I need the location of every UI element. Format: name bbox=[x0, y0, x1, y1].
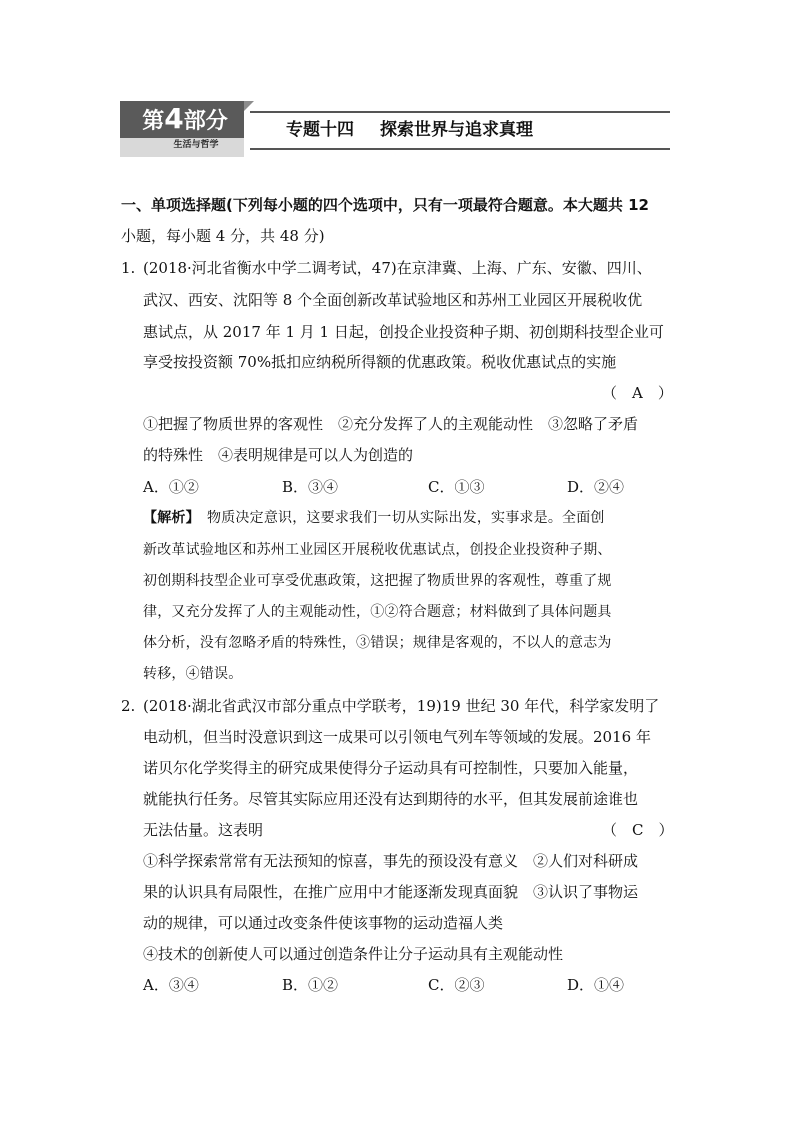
analysis-line: 律，又充分发挥了人的主观能动性，①②符合题意；材料做到了具体问题具 bbox=[143, 604, 612, 620]
question-text-line: 武汉、西安、沈阳等 8 个全面创新改革试验地区和苏州工业园区开展税收优 bbox=[143, 291, 643, 309]
question-number: 1. bbox=[121, 259, 136, 277]
analysis-line: 初创期科技型企业可享受优惠政策，这把握了物质世界的客观性，尊重了规 bbox=[143, 573, 612, 589]
option-c: C．①③ bbox=[428, 478, 485, 496]
header-bottom-rule bbox=[250, 148, 670, 150]
statement-line: 动的规律，可以通过改变条件使该事物的运动造福人类 bbox=[143, 914, 504, 932]
question-text-line: 电动机，但当时没意识到这一成果可以引领电气列车等领域的发展。2016 年 bbox=[143, 728, 651, 746]
corner-triangle bbox=[244, 101, 254, 111]
question-text-line: (2018·河北省衡水中学二调考试，47)在京津冀、上海、广东、安徽、四川、 bbox=[143, 259, 652, 277]
answer-bracket: （ C ） bbox=[602, 821, 674, 839]
section-heading-line-2: 小题，每小题 4 分，共 48 分) bbox=[121, 227, 325, 245]
option-c: C．②③ bbox=[428, 976, 485, 994]
header-top-rule bbox=[250, 111, 670, 113]
question-text-line: 无法估量。这表明 bbox=[143, 821, 264, 839]
statement-line: ①科学探索常常有无法预知的惊喜，事先的预设没有意义 ②人们对科研成 bbox=[143, 852, 639, 870]
analysis-line: 转移，④错误。 bbox=[143, 666, 243, 682]
analysis-line: 体分析，没有忽略矛盾的特殊性，③错误；规律是客观的，不以人的意志为 bbox=[143, 635, 612, 651]
question-text-line: 享受按投资额 70%抵扣应纳税所得额的优惠政策。税收优惠试点的实施 bbox=[143, 353, 617, 371]
topic-title: 探索世界与追求真理 bbox=[380, 120, 533, 140]
analysis-line: 新改革试验地区和苏州工业园区开展税收优惠试点，创投企业投资种子期、 bbox=[143, 542, 612, 558]
option-d: D．②④ bbox=[567, 478, 625, 496]
part-label: 第4部分 bbox=[142, 102, 228, 135]
option-b: B．③④ bbox=[282, 478, 339, 496]
section-heading-line-1: 一、单项选择题(下列每小题的四个选项中，只有一项最符合题意。本大题共 12 bbox=[121, 196, 649, 214]
statement-line: ④技术的创新使人可以通过创造条件让分子运动具有主观能动性 bbox=[143, 945, 564, 963]
question-text-line: 诺贝尔化学奖得主的研究成果使得分子运动具有可控制性，只要加入能量， bbox=[143, 759, 639, 777]
part-badge bbox=[120, 101, 244, 157]
statement-line: ①把握了物质世界的客观性 ②充分发挥了人的主观能动性 ③忽略了矛盾 bbox=[143, 415, 639, 433]
question-text-line: 就能执行任务。尽管其实际应用还没有达到期待的水平，但其发展前途谁也 bbox=[143, 790, 639, 808]
analysis-tag: 【解析】 bbox=[143, 510, 193, 526]
option-a: A．③④ bbox=[143, 976, 199, 994]
question-number: 2. bbox=[121, 697, 136, 715]
question-text-line: (2018·湖北省武汉市部分重点中学联考，19)19 世纪 30 年代，科学家发明了 bbox=[143, 697, 660, 715]
statement-line: 果的认识具有局限性，在推广应用中才能逐渐发现真面貌 ③认识了事物运 bbox=[143, 883, 639, 901]
option-a: A．①② bbox=[143, 478, 199, 496]
part-subtitle: 生活与哲学 bbox=[173, 140, 219, 150]
analysis-line: 【解析】 物质决定意识，这要求我们一切从实际出发，实事求是。全面创 bbox=[143, 510, 605, 526]
question-text-line: 惠试点，从 2017 年 1 月 1 日起，创投企业投资种子期、初创期科技型企业可 bbox=[143, 323, 664, 341]
option-b: B．①② bbox=[282, 976, 339, 994]
answer-bracket: （ A ） bbox=[602, 384, 673, 402]
statement-line: 的特殊性 ④表明规律是可以人为创造的 bbox=[143, 446, 414, 464]
option-d: D．①④ bbox=[567, 976, 625, 994]
topic-number: 专题十四 bbox=[286, 120, 354, 140]
topic-heading bbox=[286, 116, 533, 144]
